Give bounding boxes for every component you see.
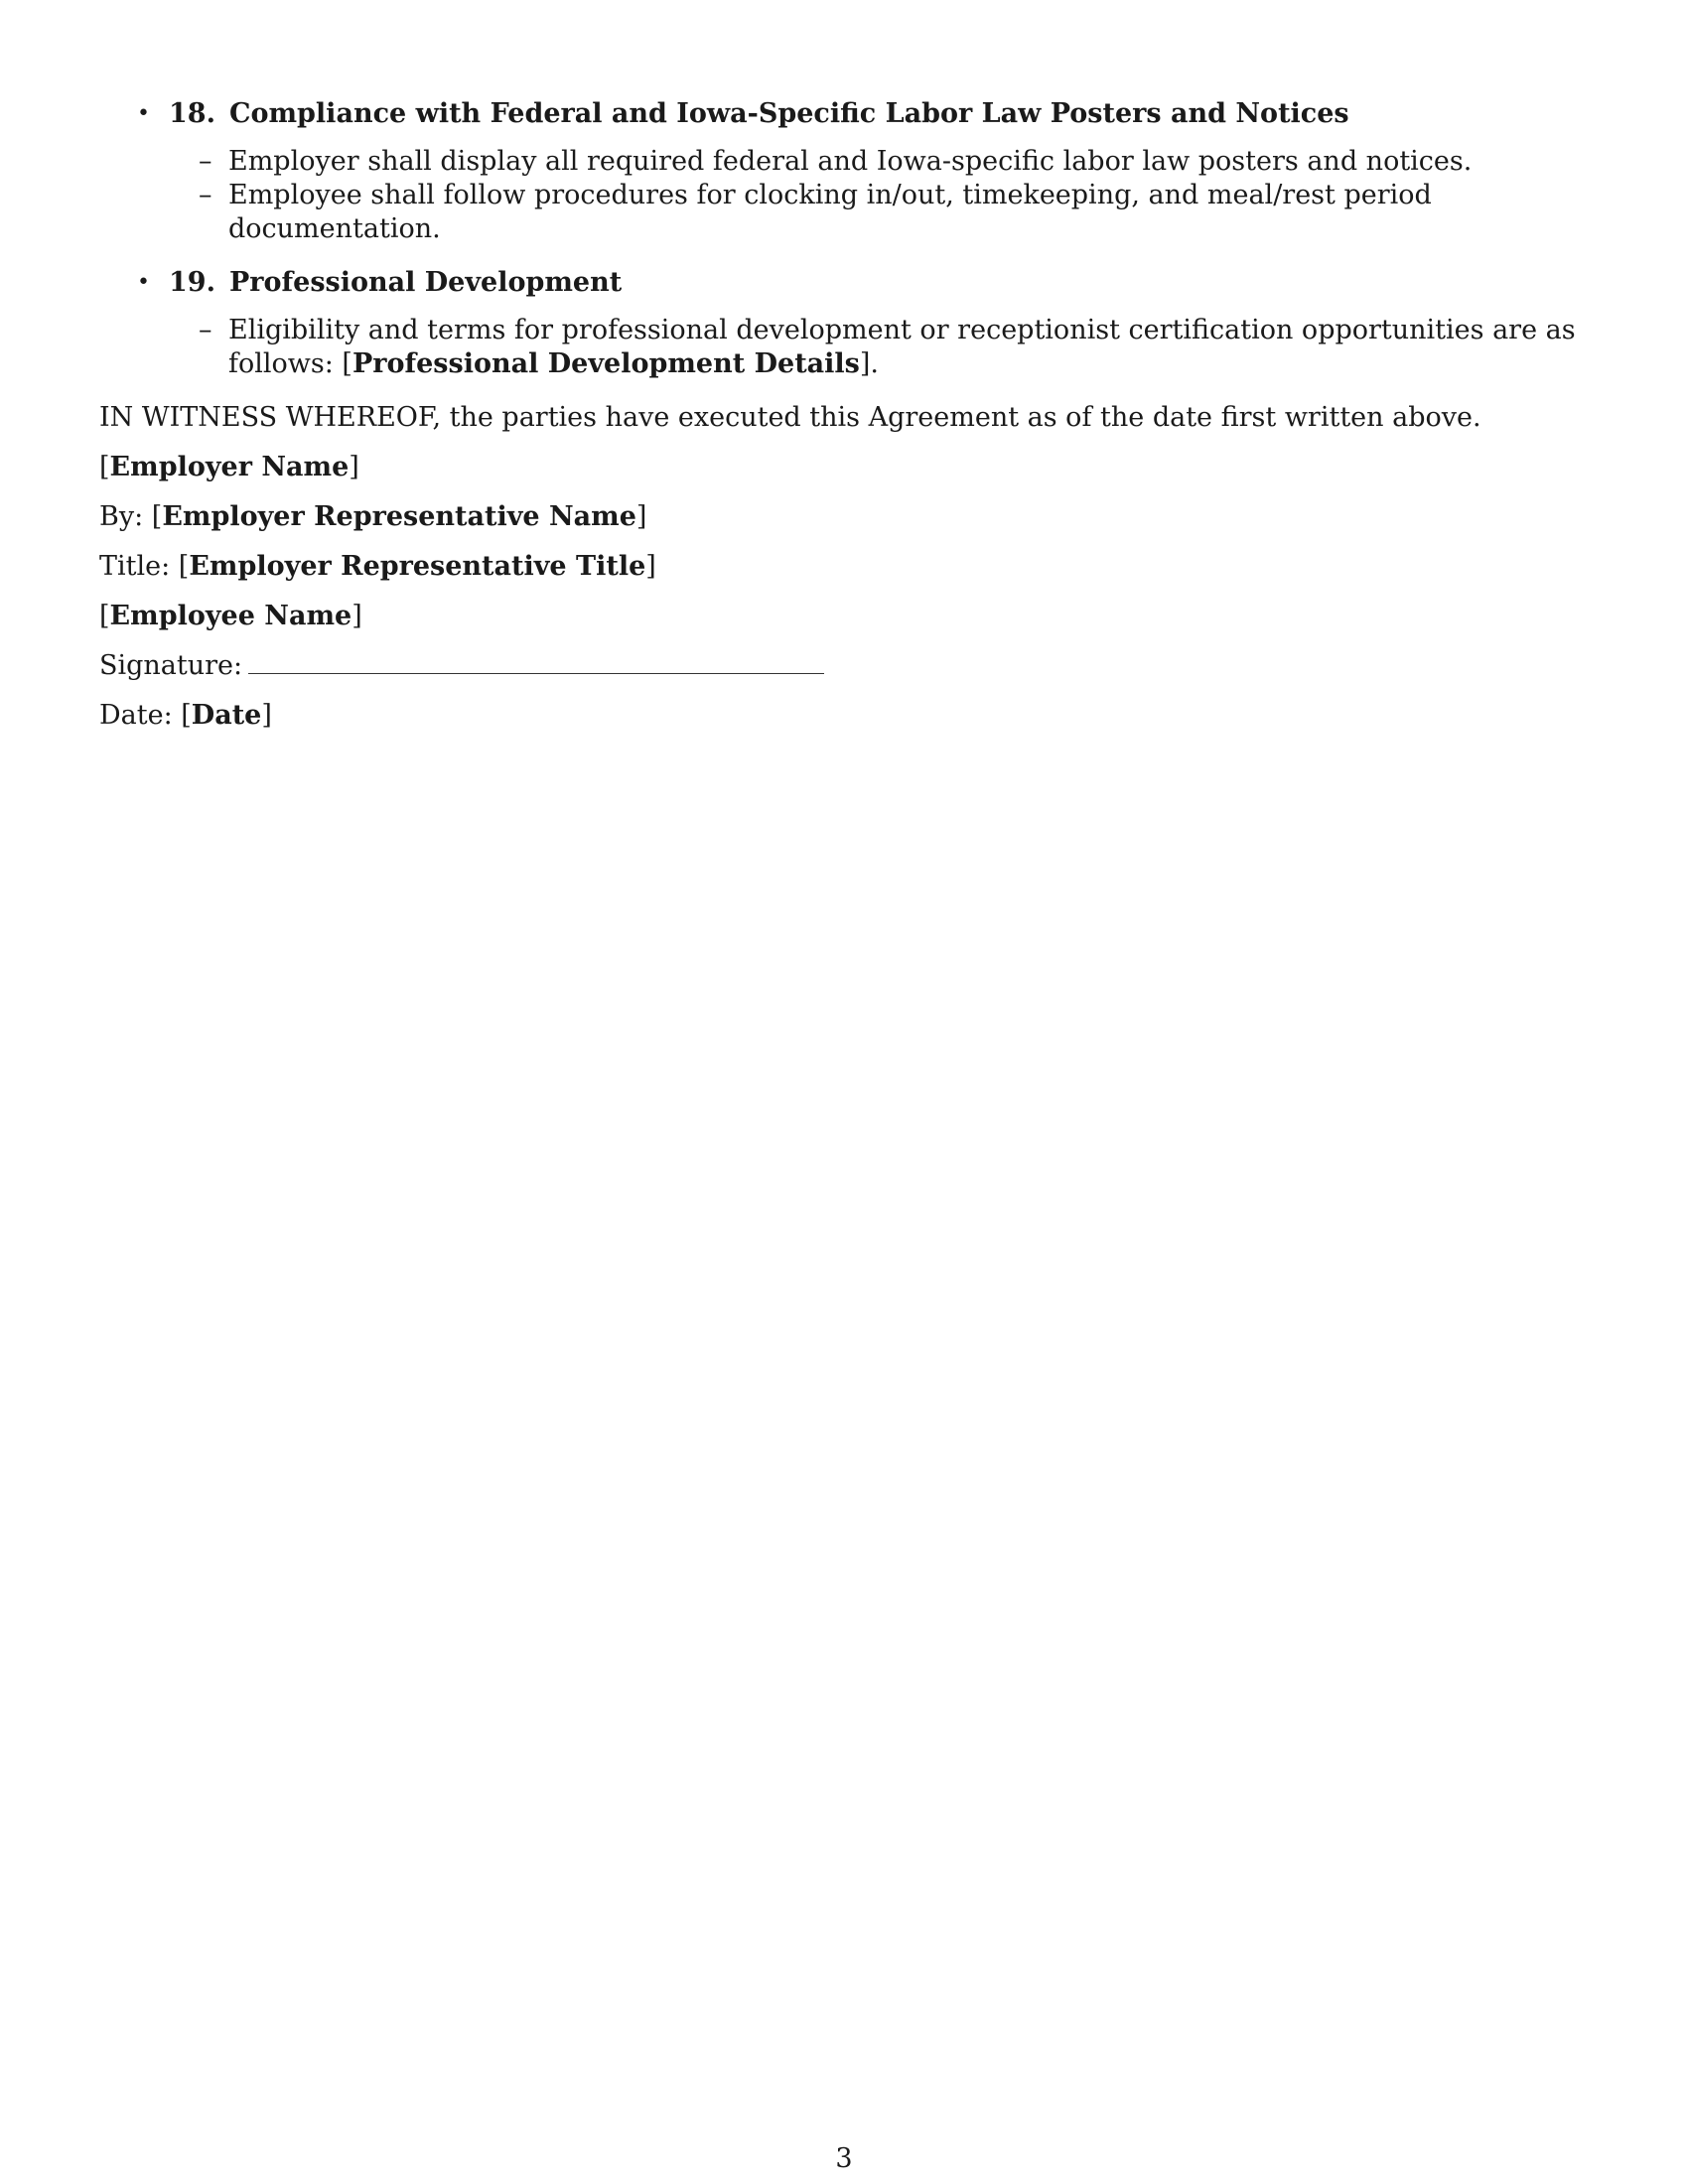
dash-icon: –	[199, 315, 212, 345]
employer-name: Employer Name	[109, 452, 350, 482]
section-number: 19.	[169, 267, 215, 298]
section-number: 18.	[169, 98, 215, 129]
title-label: Title:	[99, 551, 171, 582]
employee-name: Employee Name	[109, 601, 352, 631]
dash-icon: –	[199, 180, 212, 210]
sub-list	[169, 314, 1594, 381]
signature-line	[99, 649, 1594, 683]
list-item-text: Employee shall follow procedures for clocking in/out, timekeeping, and meal/rest period documentation.	[228, 180, 1432, 244]
placeholder-field: Professional Development Details	[352, 348, 860, 379]
list-item	[169, 179, 1594, 246]
employer-name-line: [Employer Name]	[99, 452, 359, 482]
list-item-suffix: .	[870, 348, 880, 379]
section-18	[99, 97, 1594, 246]
title-line: Title: [Employer Representative Title]	[99, 551, 656, 582]
list-item-text: Eligibility and terms for professional development or receptionist certification opportunities are as follows:	[228, 315, 1576, 379]
section-19	[99, 266, 1594, 381]
employee-name-line: [Employee Name]	[99, 601, 362, 631]
section-heading	[169, 97, 1594, 131]
bullet-icon: •	[137, 270, 150, 295]
date-label: Date:	[99, 700, 173, 731]
date-value: Date	[191, 700, 262, 731]
sub-list	[169, 145, 1594, 246]
section-heading	[169, 266, 1594, 300]
list-item: – Eligibility and terms for professional development or receptionist certification opportunities are as follows: [Professional Development Details].	[199, 315, 1576, 379]
page-number: 3	[835, 2143, 853, 2174]
representative-name: Employer Representative Name	[162, 501, 636, 532]
representative-title: Employer Representative Title	[189, 551, 646, 582]
list-item-text: Employer shall display all required federal and Iowa-specific labor law posters and notices.	[228, 146, 1473, 177]
witness-statement: IN WITNESS WHEREOF, the parties have executed this Agreement as of the date first written above.	[99, 402, 1481, 433]
section-title: Professional Development	[228, 267, 623, 298]
document-body	[99, 97, 1594, 749]
section-title: Compliance with Federal and Iowa-Specific Labor Law Posters and Notices	[228, 98, 1349, 129]
dash-icon: –	[199, 146, 212, 177]
by-label: By:	[99, 501, 144, 532]
by-line: By: [Employer Representative Name]	[99, 501, 647, 532]
list-item	[169, 145, 1594, 179]
signature-blank	[248, 649, 824, 674]
signature-label: Signature:	[99, 650, 243, 681]
bullet-icon: •	[137, 101, 150, 126]
date-line: Date: [Date]	[99, 700, 272, 731]
